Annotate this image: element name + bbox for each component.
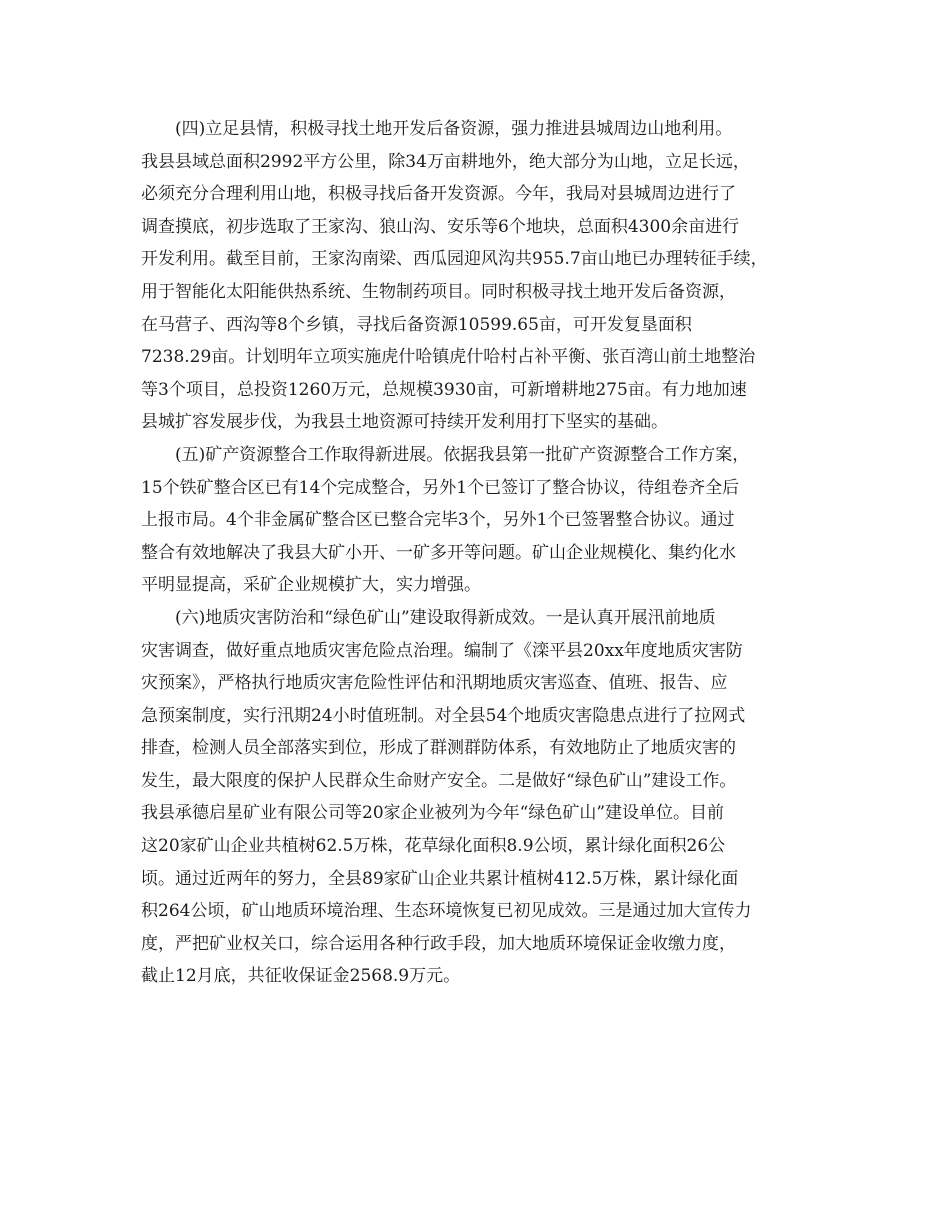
paragraph-land-development [141, 113, 821, 439]
text-line: 开发利用。截至目前，王家沟南梁、西瓜园迎风沟共955.7亩山地已办理转征手续， [141, 249, 768, 270]
text-line: 等3个项目，总投资1260万元，总规模3930亩，可新增耕地275亩。有力地加速 [141, 379, 747, 400]
text-line: 发生，最大限度的保护人民群众生命财产安全。二是做好“绿色矿山”建设工作。 [141, 770, 737, 791]
text-line: 积264公顷，矿山地质环境治理、生态环境恢复已初见成效。三是通过加大宣传力 [141, 901, 752, 922]
text-line: 平明显提高，采矿企业规模扩大，实力增强。 [141, 575, 481, 596]
text-line: (六)地质灾害防治和“绿色矿山”建设取得新成效。一是认真开展汛前地质 [175, 607, 716, 628]
text-line: 度，严把矿业权关口，综合运用各种行政手段，加大地质环境保证金收缴力度， [141, 933, 736, 954]
text-line: 顷。通过近两年的努力，全县89家矿山企业共累计植树412.5万株，累计绿化面 [141, 868, 739, 889]
text-line: (五)矿产资源整合工作取得新进展。依据我县第一批矿产资源整合工作方案， [175, 444, 750, 465]
text-line: 必须充分合理利用山地，积极寻找后备开发资源。今年，我局对县城周边进行了 [141, 184, 736, 205]
text-line: 急预案制度，实行汛期24小时值班制。对全县54个地质灾害隐患点进行了拉网式 [141, 705, 746, 726]
text-line: 上报市局。4个非金属矿整合区已整合完毕3个，另外1个已签署整合协议。通过 [141, 510, 735, 531]
text-line: 在马营子、西沟等8个乡镇，寻找后备资源10599.65亩，可开发复垦面积 [141, 314, 692, 335]
text-line: 排查，检测人员全部落实到位，形成了群测群防体系，有效地防止了地质灾害的 [141, 738, 736, 759]
text-line: (四)立足县情，积极寻找土地开发后备资源，强力推进县城周边山地利用。 [175, 119, 733, 139]
text-line: 这20家矿山企业共植树62.5万株，花草绿化面积8.9公顷，累计绿化面积26公 [141, 836, 726, 857]
text-line: 7238.29亩。计划明年立项实施虎什哈镇虎什哈村占补平衡、张百湾山前土地整治 [141, 347, 756, 368]
text-line: 我县承德启星矿业有限公司等20家企业被列为今年“绿色矿山”建设单位。目前 [141, 803, 725, 824]
paragraph-mineral-integration [141, 439, 821, 602]
text-line: 调查摸底，初步选取了王家沟、狼山沟、安乐等6个地块，总面积4300余亩进行 [141, 216, 740, 237]
text-line: 灾预案》，严格执行地质灾害危险性评估和汛期地质灾害巡查、值班、报告、应 [141, 673, 728, 694]
paragraph-geological-disaster [141, 602, 821, 993]
text-line: 用于智能化太阳能供热系统、生物制药项目。同时积极寻找土地开发后备资源， [141, 281, 736, 302]
text-line: 我县县域总面积2992平方公里，除34万亩耕地外，绝大部分为山地，立足长远， [141, 151, 750, 172]
text-line: 整合有效地解决了我县大矿小开、一矿多开等问题。矿山企业规模化、集约化水 [141, 542, 736, 563]
text-line: 截止12月底，共征收保证金2568.9万元。 [141, 966, 461, 987]
text-line: 15个铁矿整合区已有14个完成整合，另外1个已签订了整合协议，待组卷齐全后 [141, 477, 740, 498]
document-body [141, 113, 821, 993]
text-line: 县城扩容发展步伐，为我县土地资源可持续开发利用打下坚实的基础。 [141, 412, 668, 433]
text-line: 灾害调查，做好重点地质灾害危险点治理。编制了《滦平县20xx年度地质灾害防 [141, 640, 743, 661]
